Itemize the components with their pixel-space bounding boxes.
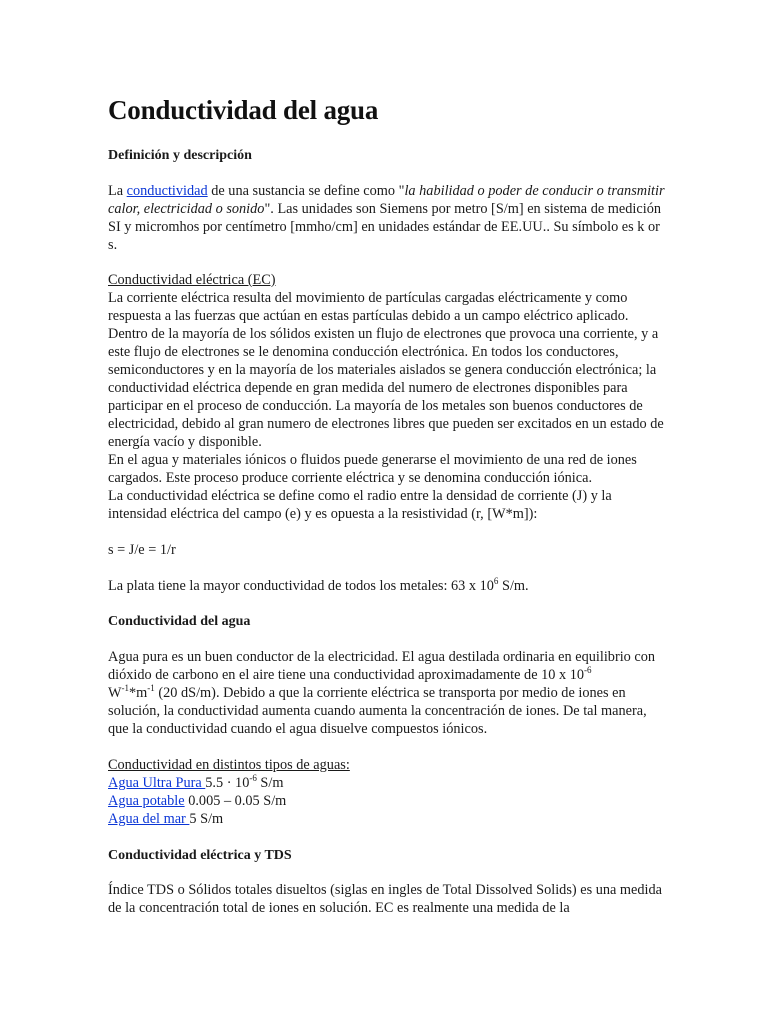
water-type-item — [108, 793, 286, 809]
section-heading-definicion: Definición y descripción — [108, 148, 252, 163]
text-span: de una sustancia se define como " — [207, 183, 405, 199]
formula: s = J/e = 1/r — [108, 542, 176, 558]
page-title: Conductividad del agua — [108, 95, 379, 125]
ec-paragraph-1: La corriente eléctrica resulta del movimiento de partículas cargadas eléctricamente y como respuesta a las fuerzas que actúan en estas partículas debido a un campo eléctrico aplicado. Dentro de la mayoría de los sólidos existen un flujo de electrones que provoca una corriente, y a este flujo de electrones se le denomina conducción electrónica. En todos los conductores, semiconductores y en la mayoría de los materiales aislados se genera conducción electrónica; la conductividad eléctrica depende en gran medida del numero de electrones disponibles para participar en el proceso de conducción. La mayoría de los metales son buenos conductores de electricidad, debido al gran numero de electrones libres que pueden ser excitados en un estado de energía vacío y disponible. — [108, 290, 664, 450]
text-span: La — [108, 183, 127, 199]
text-span: ". Las unidades son Siemens por metro [S/m] en sistema de medición SI y micromhos por centímetro [mmho/cm] en unidades estándar de EE.UU.. Su símbolo es k or s. — [108, 201, 661, 253]
text-span: La plata tiene la mayor conductividad de todos los metales: 63 x 10 — [108, 578, 494, 594]
exponent: -6 — [249, 773, 257, 784]
ec-section — [108, 271, 668, 523]
water-type-item — [108, 775, 283, 791]
text-span: S/m — [256, 775, 284, 791]
ec-paragraph-3: La conductividad eléctrica se define como el radio entre la densidad de corriente (J) y la intensidad eléctrica del campo (e) y es opuesta a la resistividad (r, [W*m]): — [108, 488, 612, 522]
water-types-heading: Conductividad en distintos tipos de aguas: — [108, 757, 350, 773]
definicion-paragraph — [108, 182, 668, 254]
definition-quote: la habilidad o poder de conducir o transmitir calor, electricidad o sonido — [108, 183, 665, 217]
text-span: W — [108, 685, 122, 701]
exponent: -6 — [584, 665, 592, 676]
text-span: (20 dS/m). Debido a que la corriente eléctrica se transporta por medio de iones en solución, la conductividad aumenta cuando aumenta la concentración de iones. De tal manera, que la conductividad cuando el agua disuelve compuestos iónicos. — [108, 685, 647, 737]
exponent: 6 — [493, 576, 499, 587]
plata-paragraph — [108, 577, 668, 595]
agua-ultra-pura-link[interactable]: Agua Ultra Pura — [108, 775, 206, 791]
agua-paragraph — [108, 648, 668, 738]
exponent: -1 — [121, 683, 129, 694]
text-span: S/m. — [498, 578, 529, 594]
water-types-list — [108, 756, 668, 828]
ec-heading: Conductividad eléctrica (EC) — [108, 272, 276, 288]
conductividad-link[interactable]: conductividad — [126, 183, 208, 199]
agua-potable-link[interactable]: Agua potable — [108, 793, 185, 809]
text-span: 5.5 · 10 — [205, 775, 250, 791]
section-heading-tds: Conductividad eléctrica y TDS — [108, 848, 292, 863]
section-heading-agua: Conductividad del agua — [108, 614, 251, 629]
text-span: 0.005 – 0.05 S/m — [184, 793, 287, 809]
text-span: *m — [129, 685, 148, 701]
water-type-item — [108, 811, 223, 827]
tds-paragraph: Índice TDS o Sólidos totales disueltos (siglas en ingles de Total Dissolved Solids) es una medida de la concentración total de iones en solución. EC es realmente una medida de la — [108, 882, 663, 916]
text-span: Agua pura es un buen conductor de la electricidad. El agua destilada ordinaria en equilibrio con dióxido de carbono en el aire tiene una conductividad aproximadamente de 10 x 10 — [108, 649, 656, 683]
ec-paragraph-2: En el agua y materiales iónicos o fluidos puede generarse el movimiento de una red de iones cargados. Este proceso produce corriente eléctrica y se denomina conducción iónica. — [108, 452, 637, 486]
agua-del-mar-link[interactable]: Agua del mar — [108, 811, 190, 827]
text-span: 5 S/m — [189, 811, 224, 827]
exponent: -1 — [147, 683, 155, 694]
